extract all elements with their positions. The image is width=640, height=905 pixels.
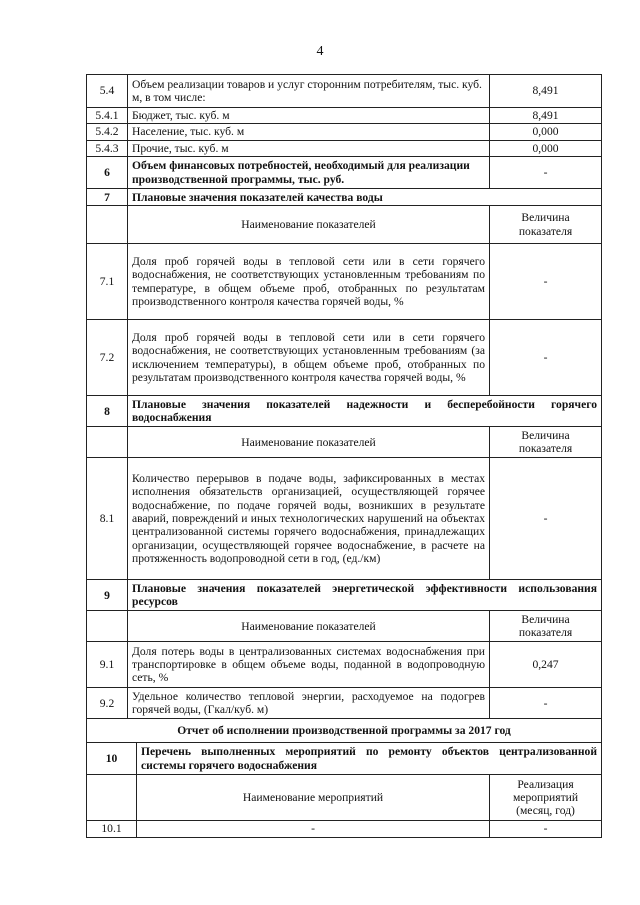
- section-10-column-header: [87, 775, 602, 821]
- row-number: 8.1: [87, 458, 128, 580]
- empty-cell: [87, 206, 128, 244]
- row-value: 8,491: [490, 108, 602, 124]
- row-number: 5.4.2: [87, 124, 128, 140]
- row-value: -: [490, 821, 602, 837]
- empty-cell: [87, 611, 128, 642]
- table-row-7-1: [87, 244, 602, 320]
- column-header-name: Наименование мероприятий: [137, 775, 490, 821]
- row-text: -: [137, 821, 490, 837]
- row-text: Прочие, тыс. куб. м: [128, 140, 490, 156]
- row-value: -: [490, 244, 602, 320]
- column-header-value: Величина показателя: [490, 611, 602, 642]
- empty-cell: [87, 775, 137, 821]
- row-number: 9.2: [87, 688, 128, 719]
- row-text: Перечень выполненных мероприятий по ремонту объектов централизованной системы горячего водоснабжения: [137, 743, 602, 775]
- row-number: 8: [87, 396, 128, 427]
- page-number: 4: [316, 44, 324, 59]
- row-number: 10.1: [87, 821, 137, 837]
- row-value: -: [490, 157, 602, 189]
- section-7-heading: [87, 189, 602, 206]
- table-row-5-4-1: [87, 108, 602, 124]
- column-header-name: Наименование показателей: [128, 427, 490, 458]
- row-text: Удельное количество тепловой энергии, расходуемое на подогрев горячей воды, (Гкал/куб. м): [128, 688, 490, 719]
- row-text: Плановые значения показателей энергетической эффективности использования ресурсов: [128, 580, 602, 611]
- row-number: 6: [87, 157, 128, 189]
- row-number: 5.4.3: [87, 140, 128, 156]
- table-row-9-1: [87, 642, 602, 688]
- table-row-6: [87, 157, 602, 189]
- table-row-8-1: [87, 458, 602, 580]
- column-header-value: Величина показателя: [490, 427, 602, 458]
- row-text: Объем финансовых потребностей, необходимый для реализации производственной программы, тыс. руб.: [128, 157, 490, 189]
- row-text: Плановые значения показателей качества воды: [128, 189, 602, 206]
- report-heading: [87, 719, 602, 743]
- row-value: 0,000: [490, 140, 602, 156]
- row-number: 10: [87, 743, 137, 775]
- row-value: -: [490, 688, 602, 719]
- section-10-heading: [87, 743, 602, 775]
- section-7-column-header: [87, 206, 602, 244]
- section-8-heading: [87, 396, 602, 427]
- row-number: 7.1: [87, 244, 128, 320]
- report-title: Отчет об исполнении производственной программы за 2017 год: [87, 719, 602, 743]
- row-text: Плановые значения показателей надежности и бесперебойности горячего водоснабжения: [128, 396, 602, 427]
- column-header-name: Наименование показателей: [128, 206, 490, 244]
- table-row-10-1: [87, 821, 602, 837]
- row-value: 8,491: [490, 75, 602, 108]
- row-value: 0,000: [490, 124, 602, 140]
- empty-cell: [87, 427, 128, 458]
- column-header-name: Наименование показателей: [128, 611, 490, 642]
- row-text: Доля проб горячей воды в тепловой сети или в сети горячего водоснабжения, не соответствующих установленным требованиям (за исключением температуры), в общем объеме проб, отобранных по результатам производственного контроля качества горячей воды, %: [128, 320, 490, 396]
- section-9-heading: [87, 580, 602, 611]
- row-number: 9.1: [87, 642, 128, 688]
- row-text: Количество перерывов в подаче воды, зафиксированных в местах исполнения обязательств организацией, осуществляющей горячее водоснабжение, по подаче горячей воды, возникших в результате аварий, повреждений и иных технологических нарушений на объектах централизованной системы горячего водоснабжения, принадлежащих организации, осуществляющей горячее водоснабжение, в расчете на протяженность водопроводной сети в год, (ед./км): [128, 458, 490, 580]
- row-text: Доля потерь воды в централизованных системах водоснабжения при транспортировке в общем объеме воды, поданной в водопроводную сеть, %: [128, 642, 490, 688]
- row-number: 7.2: [87, 320, 128, 396]
- row-number: 5.4: [87, 75, 128, 108]
- table-row-9-2: [87, 688, 602, 719]
- table-row-5-4: [87, 75, 602, 108]
- section-9-column-header: [87, 611, 602, 642]
- column-header-value: Реализация мероприятий (месяц, год): [490, 775, 602, 821]
- row-text: Объем реализации товаров и услуг сторонним потребителям, тыс. куб. м, в том числе:: [128, 75, 490, 108]
- row-number: 7: [87, 189, 128, 206]
- section-8-column-header: [87, 427, 602, 458]
- row-value: 0,247: [490, 642, 602, 688]
- row-value: -: [490, 458, 602, 580]
- row-value: -: [490, 320, 602, 396]
- row-text: Доля проб горячей воды в тепловой сети или в сети горячего водоснабжения, не соответствующих установленным требованиям по температуре, в общем объеме проб, отобранных по результатам производственного контроля качества горячей воды, %: [128, 244, 490, 320]
- row-number: 5.4.1: [87, 108, 128, 124]
- table-row-5-4-2: [87, 124, 602, 140]
- program-table: [86, 74, 602, 838]
- table-row-7-2: [87, 320, 602, 396]
- row-text: Население, тыс. куб. м: [128, 124, 490, 140]
- row-text: Бюджет, тыс. куб. м: [128, 108, 490, 124]
- row-number: 9: [87, 580, 128, 611]
- column-header-value: Величина показателя: [490, 206, 602, 244]
- table-row-5-4-3: [87, 140, 602, 156]
